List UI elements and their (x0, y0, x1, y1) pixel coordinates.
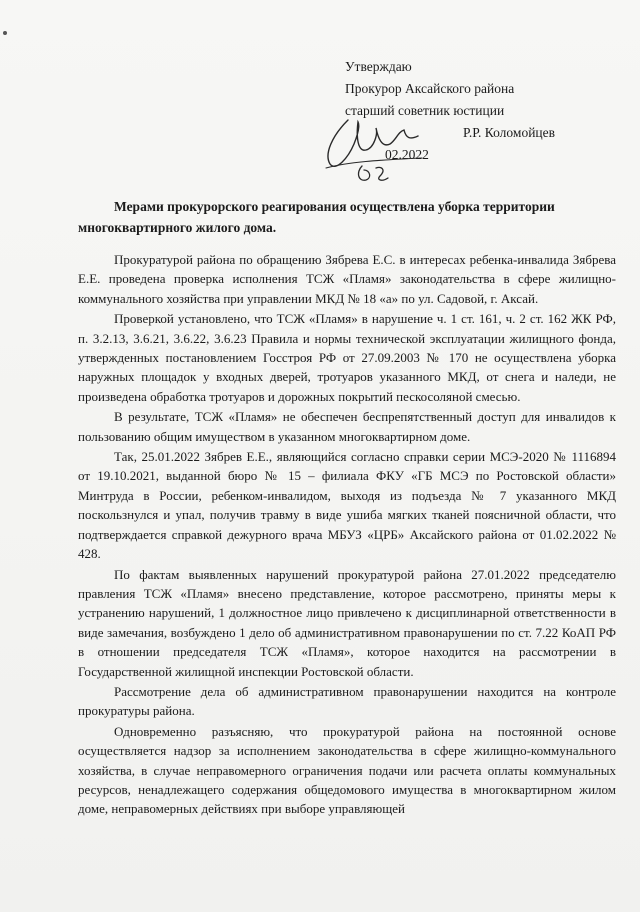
paragraph-2: Проверкой установлено, что ТСЖ «Пламя» в нарушение ч. 1 ст. 161, ч. 2 ст. 162 ЖК РФ, п. 3.2.13, 3.6.21, 3.6.22, 3.6.23 Правила и нормы технической эксплуатации жилищного фонда, утвержденных постановлением Госстроя РФ от 27.09.2003 № 170 не осуществлена уборка наружных площадок у входных дверей, тротуаров указанного МКД, от снега и наледи, не произведена обработка тротуаров и дорожных покрытий пескосоляной смесью. (78, 311, 616, 404)
approver-name: Р.Р. Коломойцев (463, 125, 556, 140)
handwritten-signature (318, 108, 428, 188)
paragraph-1: Прокуратурой района по обращению Зябрева Е.С. в интересах ребенка-инвалида Зябрева Е.Е. проведена проверка исполнения ТСЖ «Пламя» законодательства в сфере жилищно-коммунального хозяйства при управлении МКД № 18 «а» по ул. Садовой, г. Аксай. (78, 252, 616, 306)
approval-date: 02.2022 (385, 147, 429, 162)
paragraph-4: Так, 25.01.2022 Зябрев Е.Е., являющийся согласно справки серии МСЭ-2020 № 1116894 от 19.10.2021, выданной бюро № 15 – филиала ФКУ «ГБ МСЭ по Ростовской области» Минтруда в России, ребенком-инвалидом, выходя из подъезда № 7 указанного МКД поскользнулся и упал, получив травму в виде ушиба мягких тканей поясничной области, что подтверждается справкой дежурного врача МБУЗ «ЦРБ» Аксайского района от 01.02.2022 № 428. (78, 449, 616, 562)
paragraph-5: По фактам выявленных нарушений прокуратурой района 27.01.2022 председателю правления ТСЖ «Пламя» внесено представление, которое рассмотрено, приняты меры к устранению нарушений, 1 должностное лицо привлечено к дисциплинарной ответственности в виде замечания, возбуждено 1 дело об административном правонарушении по ст. 7.22 КоАП РФ в отношении председателя ТСЖ «Пламя», которое находится на рассмотрении в Государственной жилищной инспекции Ростовской области. (78, 566, 616, 679)
approval-heading: Утверждаю (345, 59, 412, 74)
approver-rank: старший советник юстиции (345, 103, 505, 118)
approver-position: Прокурор Аксайского района (345, 81, 515, 96)
paragraph-6: Рассмотрение дела об административном правонарушении находится на контроле прокуратуры района. (78, 683, 616, 719)
paragraph-3: В результате, ТСЖ «Пламя» не обеспечен беспрепятственный доступ для инвалидов к пользованию общим имуществом в указанном многоквартирном доме. (78, 409, 616, 444)
scan-artifact-mark (2, 30, 8, 36)
document-title: Мерами прокурорского реагирования осуществлена уборка территории многоквартирного жилого дома. (78, 199, 555, 235)
document-body (78, 250, 616, 820)
paragraph-7: Одновременно разъясняю, что прокуратурой района на постоянной основе осуществляется надзор за исполнением законодательства в сфере жилищно-коммунального хозяйства, в случае неправомерного ограничения подачи или расчета оплаты коммунальных ресурсов, ненадлежащего содержания общедомового имущества в многоквартирном жилом доме, неправомерных действиях при выборе управляющей (78, 723, 616, 817)
